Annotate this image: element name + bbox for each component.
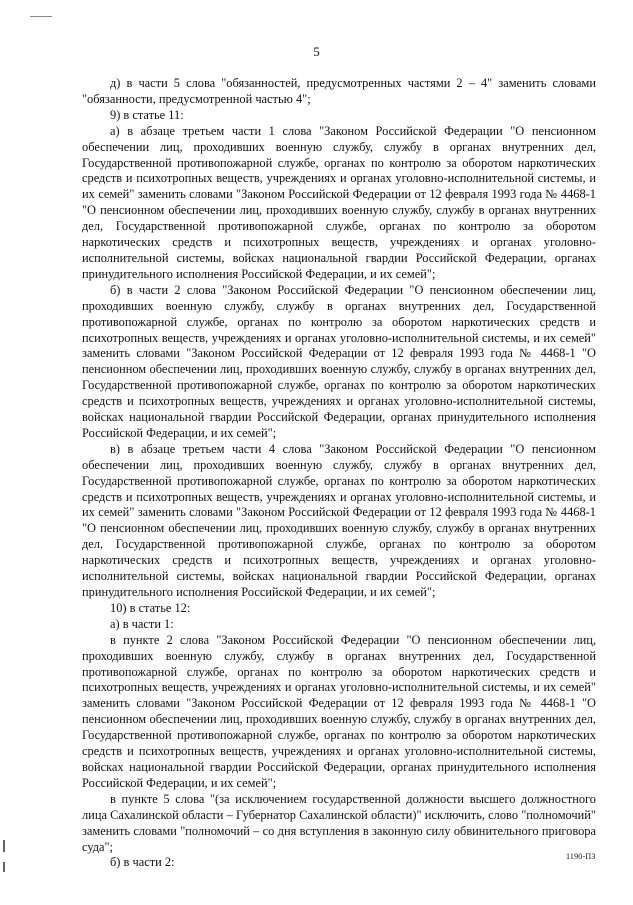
paragraph: б) в части 2: (110, 855, 175, 870)
scan-edge-mark (3, 840, 5, 852)
paragraph: в) в абзаце третьем части 4 слова "Законом Российской Федерации "О пенсионном обеспечении лиц, проходивших военную службу, службу в органах внутренних дел, Государственной противопожарной службе, органах по контролю за оборотом наркотических средств и психотропных веществ, учреждениях и органах уголовно-исполнительной системы, и их семей" заменить словами "Законом Российской Федерации от 12 февраля 1993 года № 4468-1 "О пенсионном обеспечении лиц, проходивших военную службу, службу в органах внутренних дел, Государственной противопожарной службе, органах по контролю за оборотом наркотических средств и психотропных веществ, учреждениях и органах уголовно-исполнительной системы, войсках национальной гвардии Российской Федерации, органах принудительного исполнения Российской Федерации, и их семей"; (82, 441, 596, 599)
paragraph: б) в части 2 слова "Законом Российской Федерации "О пенсионном обеспечении лиц, проходивших военную службу, службу в органах внутренних дел, Государственной противопожарной службе, органах по контролю за оборотом наркотических средств и психотропных веществ, учреждениях и органах уголовно-исполнительной системы, и их семей" заменить словами "Законом Российской Федерации от 12 февраля 1993 года № 4468-1 "О пенсионном обеспечении лиц, проходивших военную службу, службу в органах внутренних дел, Государственной противопожарной службе, органах по контролю за оборотом наркотических средств и психотропных веществ, учреждениях и органах уголовно-исполнительной системы, войсках национальной гвардии Российской Федерации, органах принудительного исполнения Российской Федерации, и их семей"; (82, 282, 596, 440)
footer-code: 1190-ПЗ (566, 852, 596, 861)
paragraph: 10) в статье 12: (110, 600, 191, 615)
paragraph: д) в части 5 слова "обязанностей, предусмотренных частями 2 – 4" заменить словами "обязанности, предусмотренной частью 4"; (82, 76, 596, 106)
scan-edge-mark (3, 862, 5, 872)
paragraph: в пункте 2 слова "Законом Российской Федерации "О пенсионном обеспечении лиц, проходивших военную службу, службу в органах внутренних дел, Государственной противопожарной службе, органах по контролю за оборотом наркотических средств и психотропных веществ, учреждениях и органах уголовно-исполнительной системы, и их семей" заменить словами "Законом Российской Федерации от 12 февраля 1993 года № 4468-1 "О пенсионном обеспечении лиц, проходивших военную службу, службу в органах внутренних дел, Государственной противопожарной службе, органах по контролю за оборотом наркотических средств и психотропных веществ, учреждениях и органах уголовно-исполнительной системы, войсках национальной гвардии Российской Федерации, органах принудительного исполнения Российской Федерации, и их семей"; (82, 632, 596, 790)
scan-top-mark (30, 16, 52, 17)
paragraph: в пункте 5 слова "(за исключением государственной должности высшего должностного лица Сахалинской области – Губернатор Сахалинской области)" исключить, слово "полномочий" заменить словами "полномочий – со дня вступления в законную силу обвинительного приговора суда"; (82, 791, 596, 854)
paragraph: а) в абзаце третьем части 1 слова "Законом Российской Федерации "О пенсионном обеспечении лиц, проходивших военную службу, службу в органах внутренних дел, Государственной противопожарной службе, органах по контролю за оборотом наркотических средств и психотропных веществ, учреждениях и органах уголовно-исполнительной системы, и их семей" заменить словами "Законом Российской Федерации от 12 февраля 1993 года № 4468-1 "О пенсионном обеспечении лиц, проходивших военную службу, службу в органах внутренних дел, Государственной противопожарной службе, органах по контролю за оборотом наркотических средств и психотропных веществ, учреждениях и органах уголовно-исполнительной системы, войсках национальной гвардии Российской Федерации, органах принудительного исполнения Российской Федерации, и их семей"; (82, 123, 596, 281)
page-number: 5 (313, 44, 320, 59)
document-body (82, 76, 596, 871)
paragraph: а) в части 1: (110, 616, 174, 631)
paragraph: 9) в статье 11: (110, 107, 184, 122)
